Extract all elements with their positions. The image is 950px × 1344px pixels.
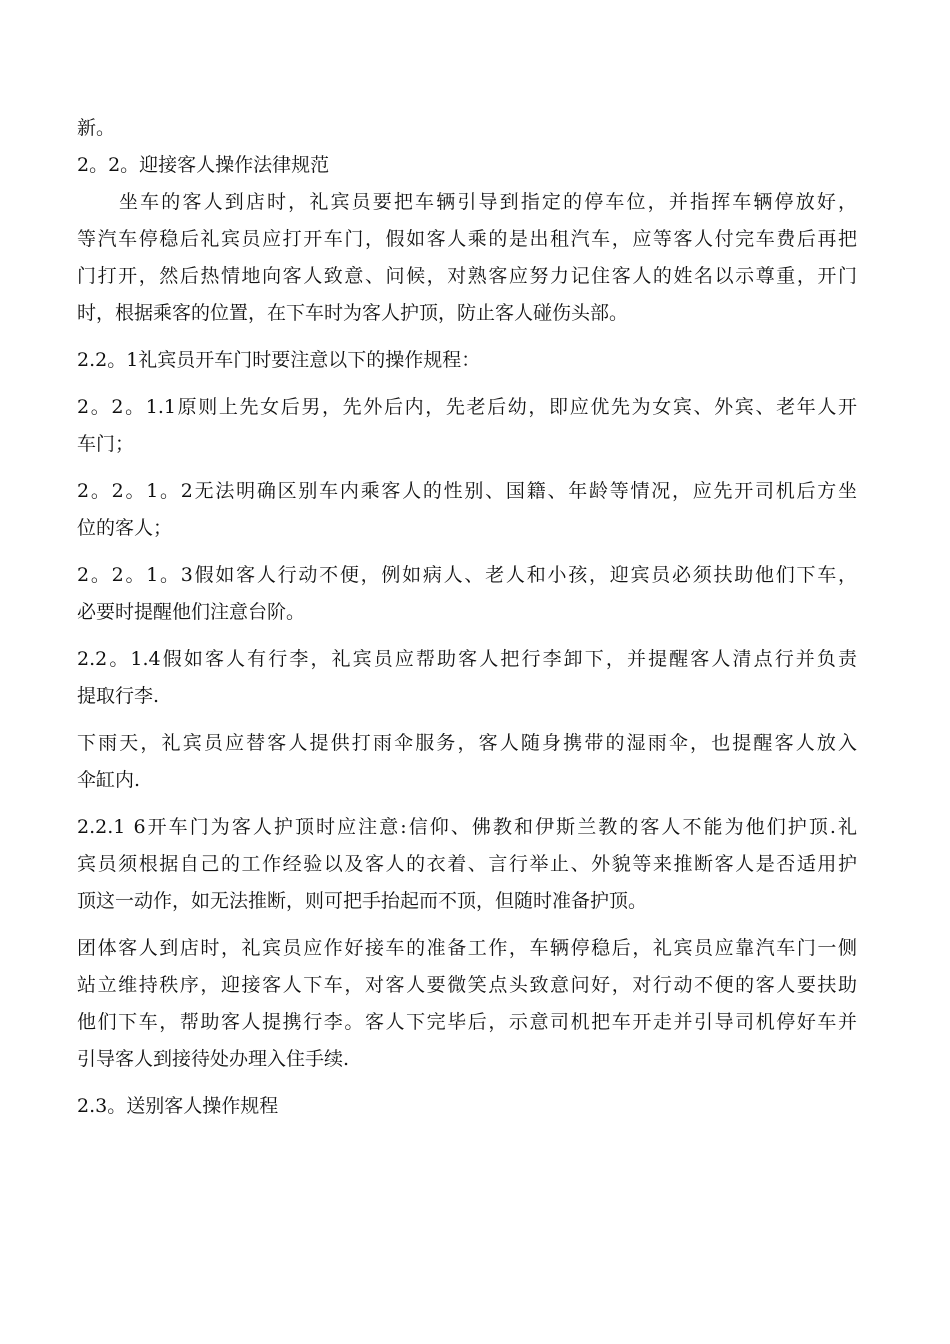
section-heading: 2。2。迎接客人操作法律规范 <box>77 154 330 176</box>
section-heading: 2.3。送别客人操作规程 <box>77 1095 279 1117</box>
paragraph-line: 门打开，然后热情地向客人致意、问候，对熟客应努力记住客人的姓名以示尊重，开门 <box>77 265 857 287</box>
list-item-line: 2.2。1.4假如客人有行李，礼宾员应帮助客人把行李卸下，并提醒客人清点行并负责 <box>77 648 857 670</box>
list-item-line: 2。2。1.1原则上先女后男，先外后内，先老后幼，即应优先为女宾、外宾、老年人开 <box>77 396 857 418</box>
paragraph-line: 伞缸内. <box>77 769 141 791</box>
list-item-line: 2。2。1。2无法明确区别车内乘客人的性别、国籍、年龄等情况，应先开司机后方坐 <box>77 480 857 502</box>
document-body <box>77 110 857 1125</box>
list-item-line: 车门； <box>77 433 135 455</box>
paragraph-line: 引导客人到接待处办理入住手续. <box>77 1048 350 1070</box>
paragraph-line: 站立维持秩序，迎接客人下车，对客人要微笑点头致意问好，对行动不便的客人要扶助 <box>77 974 857 996</box>
list-item-line: 2.2.1 6开车门为客人护顶时应注意:信仰、佛教和伊斯兰教的客人不能为他们护顶.礼 <box>77 816 857 838</box>
list-item-line: 必要时提醒他们注意台阶。 <box>77 601 306 623</box>
paragraph-line: 等汽车停稳后礼宾员应打开车门，假如客人乘的是出租汽车，应等客人付完车费后再把 <box>77 228 857 250</box>
paragraph-line: 他们下车，帮助客人提携行李。客人下完毕后，示意司机把车开走并引导司机停好车并 <box>77 1011 857 1033</box>
list-item-line: 宾员须根据自己的工作经验以及客人的衣着、言行举止、外貌等来推断客人是否适用护 <box>77 853 857 875</box>
paragraph-line: 团体客人到店时，礼宾员应作好接车的准备工作，车辆停稳后，礼宾员应靠汽车门一侧 <box>77 937 857 959</box>
paragraph-line: 坐车的客人到店时，礼宾员要把车辆引导到指定的停车位，并指挥车辆停放好， <box>119 191 857 213</box>
list-item-line: 提取行李. <box>77 685 160 707</box>
subsection-heading: 2.2。1礼宾员开车门时要注意以下的操作规程： <box>77 349 481 371</box>
list-item-line: 顶这一动作，如无法推断，则可把手抬起而不顶，但随时准备护顶。 <box>77 890 648 912</box>
paragraph-line: 下雨天，礼宾员应替客人提供打雨伞服务，客人随身携带的湿雨伞，也提醒客人放入 <box>77 732 857 754</box>
paragraph-line: 时，根据乘客的位置，在下车时为客人护顶，防止客人碰伤头部。 <box>77 302 629 324</box>
text-line: 新。 <box>77 117 116 139</box>
list-item-line: 2。2。1。3假如客人行动不便，例如病人、老人和小孩，迎宾员必须扶助他们下车， <box>77 564 857 586</box>
list-item-line: 位的客人； <box>77 517 173 539</box>
